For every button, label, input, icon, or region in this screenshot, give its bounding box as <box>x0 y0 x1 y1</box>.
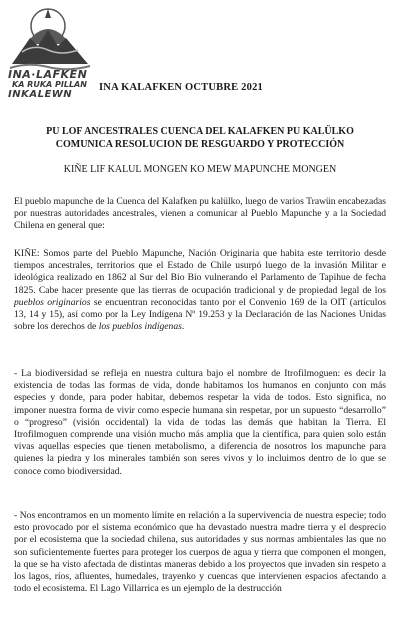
document-date-heading: INA KALAFKEN OCTUBRE 2021 <box>99 82 263 93</box>
kine-text-a: KIÑE: Somos parte del Pueblo Mapunche, Nación Originaria que habita este territorio desde tiempos ancestrales, territorios que el Estado de Chile usurpó luego de la invasión Militar e ideológica realizado en 1862 al Sur del Bio Bio vulnerando el Parlamento de Tapihue de fecha 1825. Cabe hacer presente que las tierras de ocupación tradicional y de propiedad legal de los <box>14 248 386 296</box>
intro-paragraph: El pueblo mapunche de la Cuenca del Kalafken pu kalülko, luego de varios Trawün encabezadas por nuestras autoridades ancestrales, vienen a comunicar al Pueblo Mapunche y a la Sociedad Chilena en general que: <box>14 196 386 232</box>
kine-emphasis-pueblos-indigenas: los pueblos indígenas <box>98 321 182 333</box>
title-line-2: COMUNICA RESOLUCION DE RESGUARDO Y PROTECCIÓN <box>55 139 345 150</box>
document-title <box>14 125 386 151</box>
volcano-emblem-icon <box>8 4 92 72</box>
survival-paragraph: - Nos encontramos en un momento límite en relación a la supervivencia de nuestra especie; todo esto provocado por el sistema económico que ha devastado nuestra madre tierra y el desprecio por el ecosistema que la sociedad chilena, sus autoridades y sus normas ambientales las que no son suficientemente fuertes para proteger los cuerpos de agua y tierra que componen el mongen, la que se ha visto afectada de distintas maneras debido a los proyectos que invaden sin respeto a los lagos, ríos, afluentes, humedales, trayenko y cuencas que intervienen espacios afectando a todo el ecosistema. El Lago Villarrica es un ejemplo de la destrucción <box>14 510 386 595</box>
organization-logo <box>8 4 92 100</box>
biodiversity-paragraph: - La biodiversidad se refleja en nuestra cultura bajo el nombre de Itrofilmoguen: es decir la existencia de todas las formas de vida, donde habitamos los humanos en conjunto con más especies y donde, para poder habitar, debemos respetar la vida de todos. Esto significa, no imponer nuestra forma de vivir como especie humana sin respetar, por un supuesto “desarrollo” o “progreso” (visión occidental) la vida de todas las demás que habitan la Tierra. El Itrofilmoguen comprende una visión mucho más amplia que la científica, para quien solo están vivas aquellas especies que tienen metabolismo, a diferencia de nosotros los mapunche para quienes la piedra y los minerales también son seres vivos y lo incluimos dentro de lo que se conoce como biodiversidad. <box>14 368 386 477</box>
title-line-1: PU LOF ANCESTRALES CUENCA DEL KALAFKEN PU KALÜLKO <box>46 126 354 137</box>
document-subtitle: KIÑE LIF KALUL MONGEN KO MEW MAPUNCHE MONGEN <box>63 164 337 175</box>
kine-emphasis-pueblos-originarios: pueblos originarios <box>14 296 91 308</box>
kine-text-c: . <box>181 321 185 333</box>
logo-line-1: INA·LAFKEN <box>8 68 88 81</box>
kine-text-b: se encuentran reconocidas tanto por el Convenio 169 de la OIT (artículos 13, 14 y 15), así como por la Ley Indígena Nº 19.253 y la Declaración de las Naciones Unidas sobre los derechos de <box>14 296 386 333</box>
logo-line-2: KA RUKA PILLAN <box>12 80 87 89</box>
kine-paragraph <box>14 248 386 333</box>
logo-line-3: INKALEWN <box>8 89 73 100</box>
